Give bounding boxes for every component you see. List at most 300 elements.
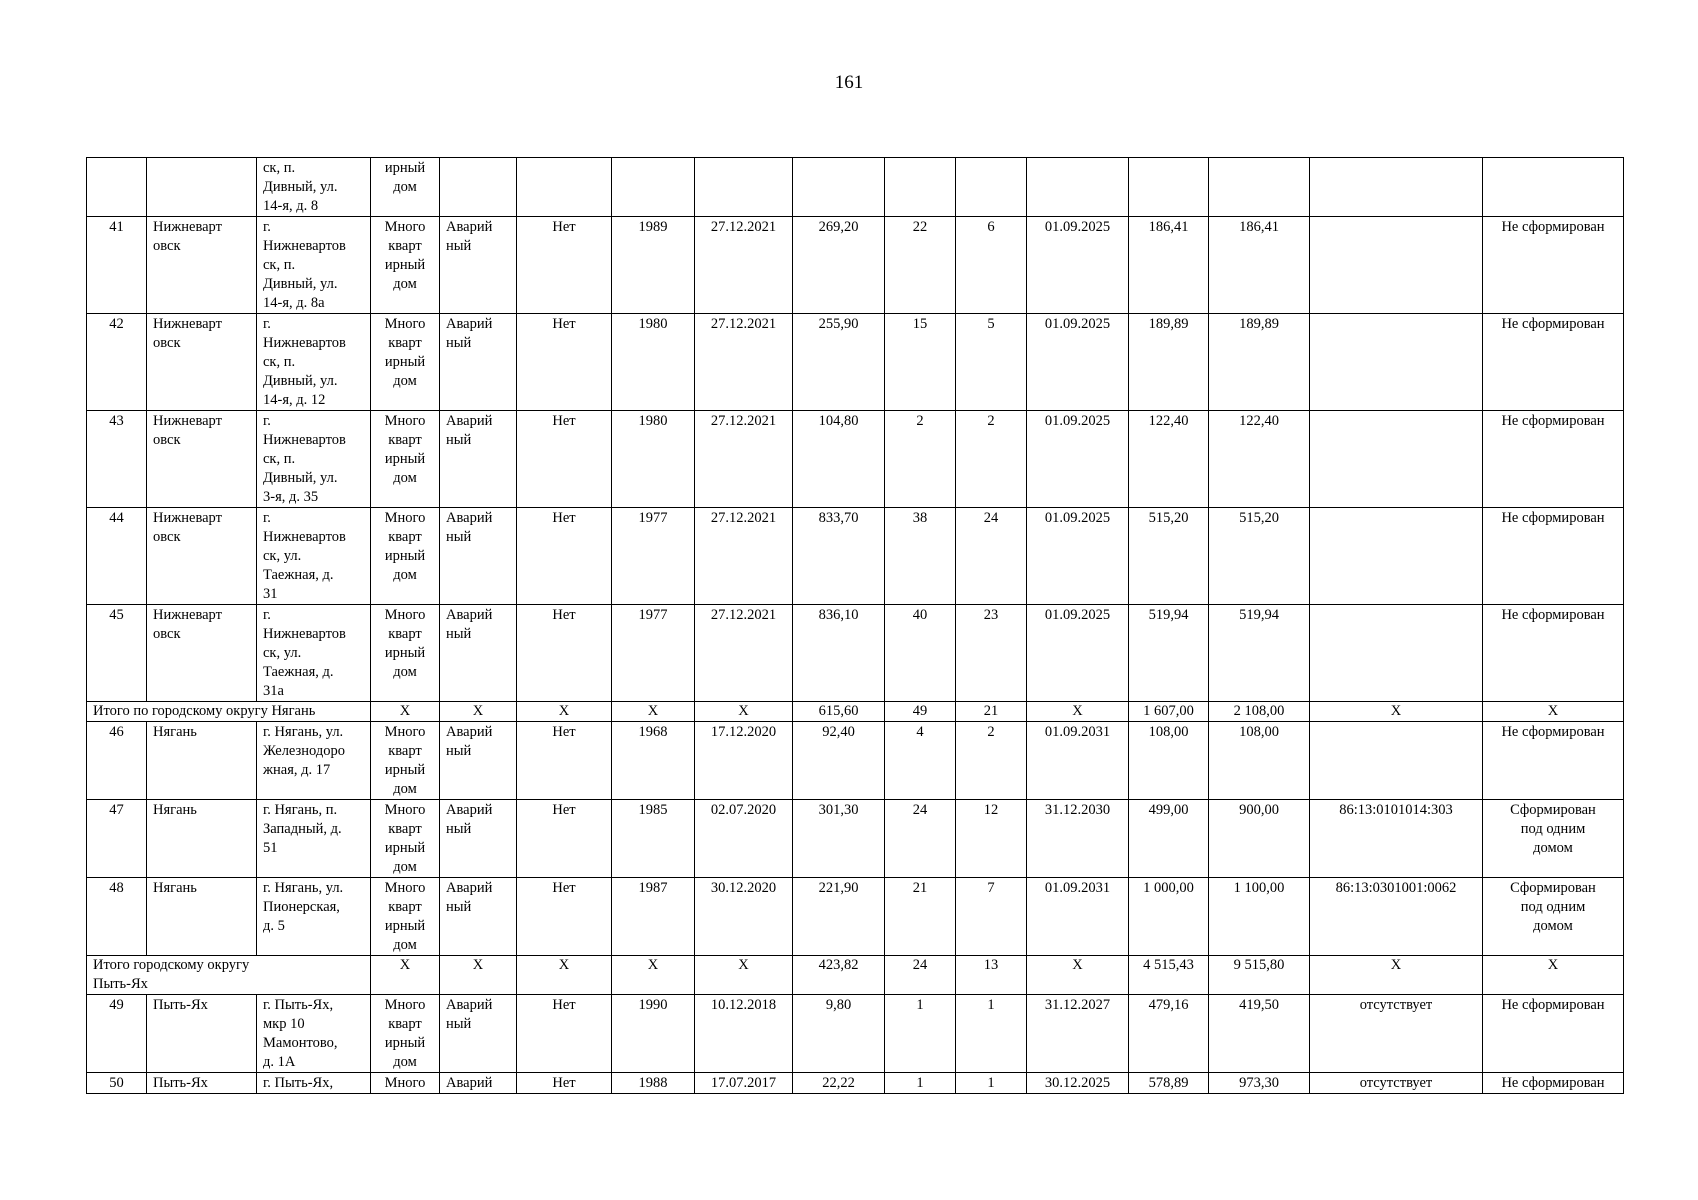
premises-cell: 7: [956, 878, 1027, 956]
municipality-cell: [147, 605, 257, 702]
cadastral-cell: [1310, 1073, 1483, 1094]
row-number: 43: [87, 411, 147, 508]
land-area-cell: 519,94: [1129, 605, 1209, 702]
cell-line: домом: [1533, 918, 1573, 934]
cell-line: кварт: [388, 238, 422, 254]
cell-line: Западный, д.: [263, 821, 342, 837]
cell-line: Много: [384, 413, 426, 429]
row-number: 46: [87, 722, 147, 800]
cell-line: кварт: [388, 743, 422, 759]
date-recognized-cell: 30.12.2020: [695, 878, 793, 956]
municipality-cell: [147, 411, 257, 508]
cell-line: Много: [384, 607, 426, 623]
subtotal-premises: 21: [956, 702, 1027, 722]
cell-line: Аварий: [446, 413, 493, 429]
cell-line: Нягань: [153, 724, 197, 740]
cell-line: г.: [263, 413, 271, 429]
cell-line: ирный: [384, 1035, 426, 1051]
land-status-cell: [1483, 508, 1624, 605]
subtotal-row: [87, 956, 1624, 995]
continuation-row: [87, 158, 1624, 217]
cell-line: ирный: [384, 548, 426, 564]
cell-line: г. Пыть-Ях,: [263, 1075, 334, 1091]
cell-line: ирный: [384, 840, 426, 856]
cell-line: ирный: [384, 645, 426, 661]
land-status-cell: [1483, 217, 1624, 314]
premises-cell: 24: [956, 508, 1027, 605]
cell-line: Дивный, ул.: [263, 276, 338, 292]
area-cell: 221,90: [793, 878, 885, 956]
page-number: 161: [834, 72, 864, 93]
cell-line: ирный: [384, 354, 426, 370]
cell-line: Мамонтово,: [263, 1035, 338, 1051]
cell-line: ный: [446, 529, 472, 545]
cadastral-cell: [1310, 411, 1483, 508]
cell-line: ный: [446, 432, 472, 448]
address-cell: [257, 508, 371, 605]
municipality-cell: [147, 314, 257, 411]
year-cell: 1968: [612, 722, 695, 800]
cell-line: г.: [263, 510, 271, 526]
address-cell: [257, 800, 371, 878]
residents-cell: 1: [885, 1073, 956, 1094]
cell-line: Пионерская,: [263, 899, 340, 915]
cell-line: дом: [393, 470, 417, 486]
deadline-cell: 01.09.2025: [1027, 217, 1129, 314]
municipality-cell: [147, 878, 257, 956]
address-cell: [257, 411, 371, 508]
cell-line: д. 1А: [263, 1054, 296, 1070]
municipality-cell: [147, 1073, 257, 1094]
land-status-cell: [1483, 605, 1624, 702]
municipality-cell: [147, 722, 257, 800]
year-cell: 1980: [612, 314, 695, 411]
cell-line: мкр 10: [263, 1016, 305, 1032]
flag-cell: Нет: [517, 314, 612, 411]
cell-line: ный: [446, 626, 472, 642]
cell-line: дом: [393, 664, 417, 680]
subtotal-land-area2: 9 515,80: [1209, 956, 1310, 995]
cell-line: 51: [263, 840, 278, 856]
municipality-cell: [147, 508, 257, 605]
premises-cell: 12: [956, 800, 1027, 878]
x-mark: X: [440, 956, 517, 995]
deadline-cell: 01.09.2025: [1027, 314, 1129, 411]
cell-line: кварт: [388, 821, 422, 837]
premises-cell: 1: [956, 1073, 1027, 1094]
area-cell: 269,20: [793, 217, 885, 314]
cell-line: Не сформирован: [1501, 219, 1605, 235]
row-number: 41: [87, 217, 147, 314]
area-cell: 255,90: [793, 314, 885, 411]
year-cell: 1985: [612, 800, 695, 878]
date-recognized-cell: 17.12.2020: [695, 722, 793, 800]
cell-line: Таежная, д.: [263, 567, 334, 583]
premises-cell: 23: [956, 605, 1027, 702]
premises-cell: 5: [956, 314, 1027, 411]
cell-line: 14-я, д. 12: [263, 392, 326, 408]
cell-line: овск: [153, 626, 181, 642]
date-recognized-cell: 27.12.2021: [695, 605, 793, 702]
cell-line: Нягань: [153, 880, 197, 896]
flag-cell: Нет: [517, 1073, 612, 1094]
year-cell: 1977: [612, 508, 695, 605]
date-recognized-cell: 17.07.2017: [695, 1073, 793, 1094]
date-recognized-cell: 27.12.2021: [695, 314, 793, 411]
cell-line: Нижневартов: [263, 626, 346, 642]
subtotal-land-area: 1 607,00: [1129, 702, 1209, 722]
x-mark: X: [1310, 702, 1483, 722]
cell-line: Не сформирован: [1501, 316, 1605, 332]
cell-line: ск, ул.: [263, 548, 302, 564]
cell-line: ирный: [384, 451, 426, 467]
date-recognized-cell: 27.12.2021: [695, 217, 793, 314]
cell-line: отсутствует: [1359, 1075, 1433, 1091]
type-cell: [371, 508, 440, 605]
cell-line: ирный: [384, 160, 426, 176]
cell-line: Аварий: [446, 219, 493, 235]
table-body: [87, 158, 1624, 1094]
cell-line: Аварий: [446, 802, 493, 818]
area-cell: 104,80: [793, 411, 885, 508]
cell-line: Пыть-Ях: [153, 997, 208, 1013]
cell-line: дом: [393, 859, 417, 875]
land-area2-cell: 519,94: [1209, 605, 1310, 702]
area-cell: 9,80: [793, 995, 885, 1073]
x-mark: X: [517, 956, 612, 995]
premises-cell: 2: [956, 411, 1027, 508]
type-cell: [371, 158, 440, 217]
cell-line: 14-я, д. 8: [263, 198, 319, 214]
land-area2-cell: 122,40: [1209, 411, 1310, 508]
cell-line: Много: [384, 316, 426, 332]
land-status-cell: [1483, 314, 1624, 411]
cell-line: дом: [393, 567, 417, 583]
cadastral-cell: [1310, 314, 1483, 411]
municipality-cell: [147, 800, 257, 878]
cadastral-cell: [1310, 878, 1483, 956]
premises-cell: 6: [956, 217, 1027, 314]
cell-line: Аварий: [446, 997, 493, 1013]
cell-line: Нягань: [153, 802, 197, 818]
table-row: [87, 995, 1624, 1073]
area-cell: 833,70: [793, 508, 885, 605]
year-cell: 1990: [612, 995, 695, 1073]
address-cell: [257, 158, 371, 217]
cell-line: Нижневарт: [153, 219, 222, 235]
cell-line: ирный: [384, 918, 426, 934]
cell-line: Аварий: [446, 316, 493, 332]
cell-line: Нижневартов: [263, 335, 346, 351]
x-mark: X: [371, 956, 440, 995]
x-mark: X: [612, 702, 695, 722]
deadline-cell: 30.12.2025: [1027, 1073, 1129, 1094]
flag-cell: Нет: [517, 800, 612, 878]
land-status-cell: [1483, 722, 1624, 800]
subtotal-label: [87, 956, 371, 995]
table-row: [87, 605, 1624, 702]
cell-line: 31: [263, 586, 278, 602]
cadastral-cell: [1310, 722, 1483, 800]
cell-line: дом: [393, 937, 417, 953]
subtotal-label: [87, 702, 371, 722]
cell-line: кварт: [388, 626, 422, 642]
status-cell: [440, 508, 517, 605]
land-status-cell: [1483, 995, 1624, 1073]
x-mark: X: [1310, 956, 1483, 995]
cell-line: Дивный, ул.: [263, 373, 338, 389]
cell-line: Итого по городскому округу Нягань: [93, 703, 316, 719]
year-cell: 1980: [612, 411, 695, 508]
cell-line: овск: [153, 529, 181, 545]
status-cell: [440, 411, 517, 508]
flag-cell: Нет: [517, 878, 612, 956]
type-cell: [371, 411, 440, 508]
cell-line: дом: [393, 1054, 417, 1070]
cadastral-cell: [1310, 800, 1483, 878]
cell-line: Аварий: [446, 510, 493, 526]
cell-line: Нижневарт: [153, 413, 222, 429]
land-area2-cell: 189,89: [1209, 314, 1310, 411]
cell-line: Аварий: [446, 880, 493, 896]
status-cell: [440, 995, 517, 1073]
cell-line: Пыть-Ях: [153, 1075, 208, 1091]
table-row: [87, 411, 1624, 508]
cell-line: г.: [263, 219, 271, 235]
subtotal-area: 423,82: [793, 956, 885, 995]
cell-line: домом: [1533, 840, 1573, 856]
status-cell: [440, 314, 517, 411]
table-row: [87, 1073, 1624, 1094]
flag-cell: Нет: [517, 217, 612, 314]
cell-line: кварт: [388, 335, 422, 351]
cadastral-cell: [1310, 217, 1483, 314]
land-area-cell: 479,16: [1129, 995, 1209, 1073]
table-row: [87, 722, 1624, 800]
area-cell: 22,22: [793, 1073, 885, 1094]
status-cell: [440, 605, 517, 702]
table-row: [87, 314, 1624, 411]
year-cell: 1988: [612, 1073, 695, 1094]
cell-line: 31а: [263, 683, 284, 699]
cell-line: г.: [263, 607, 271, 623]
type-cell: [371, 217, 440, 314]
cell-line: г. Нягань, ул.: [263, 880, 344, 896]
date-recognized-cell: 02.07.2020: [695, 800, 793, 878]
cadastral-cell: [1310, 508, 1483, 605]
date-recognized-cell: 10.12.2018: [695, 995, 793, 1073]
area-cell: 301,30: [793, 800, 885, 878]
cell-line: Нижневарт: [153, 316, 222, 332]
type-cell: [371, 878, 440, 956]
row-number: 50: [87, 1073, 147, 1094]
cell-line: Много: [384, 997, 426, 1013]
cell-line: Пыть-Ях: [93, 976, 148, 992]
subtotal-residents: 24: [885, 956, 956, 995]
year-cell: 1977: [612, 605, 695, 702]
land-area-cell: 499,00: [1129, 800, 1209, 878]
land-status-cell: [1483, 411, 1624, 508]
land-area2-cell: 186,41: [1209, 217, 1310, 314]
year-cell: 1987: [612, 878, 695, 956]
residents-cell: 21: [885, 878, 956, 956]
x-mark: X: [1027, 702, 1129, 722]
land-area-cell: 515,20: [1129, 508, 1209, 605]
flag-cell: Нет: [517, 508, 612, 605]
cell-line: ный: [446, 899, 472, 915]
land-area2-cell: 973,30: [1209, 1073, 1310, 1094]
land-area-cell: 186,41: [1129, 217, 1209, 314]
row-number: 42: [87, 314, 147, 411]
cell-line: под одним: [1520, 821, 1586, 837]
cadastral-cell: [1310, 605, 1483, 702]
cell-line: кварт: [388, 899, 422, 915]
residents-cell: 2: [885, 411, 956, 508]
cell-line: жная, д. 17: [263, 762, 331, 778]
cell-line: ирный: [384, 257, 426, 273]
cell-line: г. Нягань, п.: [263, 802, 338, 818]
cell-line: Не сформирован: [1501, 413, 1605, 429]
premises-cell: 2: [956, 722, 1027, 800]
deadline-cell: 01.09.2025: [1027, 605, 1129, 702]
land-area-cell: 108,00: [1129, 722, 1209, 800]
cell-line: Не сформирован: [1501, 607, 1605, 623]
cell-line: Много: [384, 802, 426, 818]
residents-cell: 38: [885, 508, 956, 605]
residents-cell: 15: [885, 314, 956, 411]
address-cell: [257, 878, 371, 956]
table-row: [87, 800, 1624, 878]
cell-line: 3-я, д. 35: [263, 489, 319, 505]
cell-line: ск, п.: [263, 451, 296, 467]
cell-line: овск: [153, 335, 181, 351]
cell-line: Нижневартов: [263, 238, 346, 254]
cell-line: овск: [153, 432, 181, 448]
flag-cell: Нет: [517, 722, 612, 800]
flag-cell: Нет: [517, 995, 612, 1073]
land-area-cell: 578,89: [1129, 1073, 1209, 1094]
cell-line: г. Пыть-Ях,: [263, 997, 334, 1013]
x-mark: X: [695, 702, 793, 722]
area-cell: 92,40: [793, 722, 885, 800]
cell-line: Железнодоро: [263, 743, 345, 759]
subtotal-row: [87, 702, 1624, 722]
cell-line: Не сформирован: [1501, 510, 1605, 526]
cell-line: кварт: [388, 529, 422, 545]
cell-line: овск: [153, 238, 181, 254]
x-mark: X: [695, 956, 793, 995]
subtotal-premises: 13: [956, 956, 1027, 995]
deadline-cell: 01.09.2031: [1027, 878, 1129, 956]
area-cell: 836,10: [793, 605, 885, 702]
date-recognized-cell: 27.12.2021: [695, 411, 793, 508]
cell-line: дом: [393, 179, 417, 195]
cell-line: Аварий: [446, 724, 493, 740]
residents-cell: 22: [885, 217, 956, 314]
subtotal-land-area2: 2 108,00: [1209, 702, 1310, 722]
cell-line: ск, п.: [263, 257, 296, 273]
deadline-cell: 31.12.2027: [1027, 995, 1129, 1073]
land-area2-cell: 900,00: [1209, 800, 1310, 878]
cell-line: дом: [393, 373, 417, 389]
subtotal-residents: 49: [885, 702, 956, 722]
type-cell: [371, 800, 440, 878]
land-area-cell: 1 000,00: [1129, 878, 1209, 956]
address-cell: [257, 722, 371, 800]
address-cell: [257, 217, 371, 314]
cell-line: отсутствует: [1359, 997, 1433, 1013]
address-cell: [257, 314, 371, 411]
cell-line: ск, п.: [263, 160, 296, 176]
land-area2-cell: 1 100,00: [1209, 878, 1310, 956]
x-mark: X: [612, 956, 695, 995]
land-status-cell: [1483, 800, 1624, 878]
land-area2-cell: 515,20: [1209, 508, 1310, 605]
table-row: [87, 508, 1624, 605]
cell-line: Нижневартов: [263, 432, 346, 448]
cell-line: Нижневарт: [153, 510, 222, 526]
cell-line: ный: [446, 335, 472, 351]
cell-line: ск, п.: [263, 354, 296, 370]
x-mark: X: [440, 702, 517, 722]
cell-line: Много: [384, 880, 426, 896]
row-number: 44: [87, 508, 147, 605]
row-number: 48: [87, 878, 147, 956]
date-recognized-cell: 27.12.2021: [695, 508, 793, 605]
x-mark: X: [517, 702, 612, 722]
table-row: [87, 217, 1624, 314]
deadline-cell: 01.09.2031: [1027, 722, 1129, 800]
flag-cell: Нет: [517, 605, 612, 702]
address-cell: [257, 605, 371, 702]
cadastral-cell: [1310, 995, 1483, 1073]
address-cell: [257, 1073, 371, 1094]
status-cell: [440, 722, 517, 800]
premises-cell: 1: [956, 995, 1027, 1073]
municipality-cell: [147, 217, 257, 314]
land-status-cell: [1483, 1073, 1624, 1094]
cell-line: Нижневарт: [153, 607, 222, 623]
cell-line: Не сформирован: [1501, 724, 1605, 740]
cell-line: ный: [446, 743, 472, 759]
status-cell: [440, 800, 517, 878]
cell-line: Много: [384, 1075, 426, 1091]
cell-line: Много: [384, 510, 426, 526]
subtotal-area: 615,60: [793, 702, 885, 722]
cell-line: Дивный, ул.: [263, 179, 338, 195]
cell-line: Много: [384, 219, 426, 235]
x-mark: X: [371, 702, 440, 722]
table-row: [87, 878, 1624, 956]
type-cell: [371, 995, 440, 1073]
type-cell: [371, 1073, 440, 1094]
cell-line: Нижневартов: [263, 529, 346, 545]
row-number: 49: [87, 995, 147, 1073]
cell-line: ирный: [384, 762, 426, 778]
x-mark: X: [1483, 956, 1624, 995]
housing-registry-table: [86, 157, 1624, 1094]
cell-line: Аварий: [446, 1075, 493, 1091]
flag-cell: Нет: [517, 411, 612, 508]
land-area2-cell: 419,50: [1209, 995, 1310, 1073]
x-mark: X: [1027, 956, 1129, 995]
residents-cell: 24: [885, 800, 956, 878]
cell-line: г.: [263, 316, 271, 332]
residents-cell: 4: [885, 722, 956, 800]
subtotal-land-area: 4 515,43: [1129, 956, 1209, 995]
type-cell: [371, 314, 440, 411]
cell-line: Много: [384, 724, 426, 740]
